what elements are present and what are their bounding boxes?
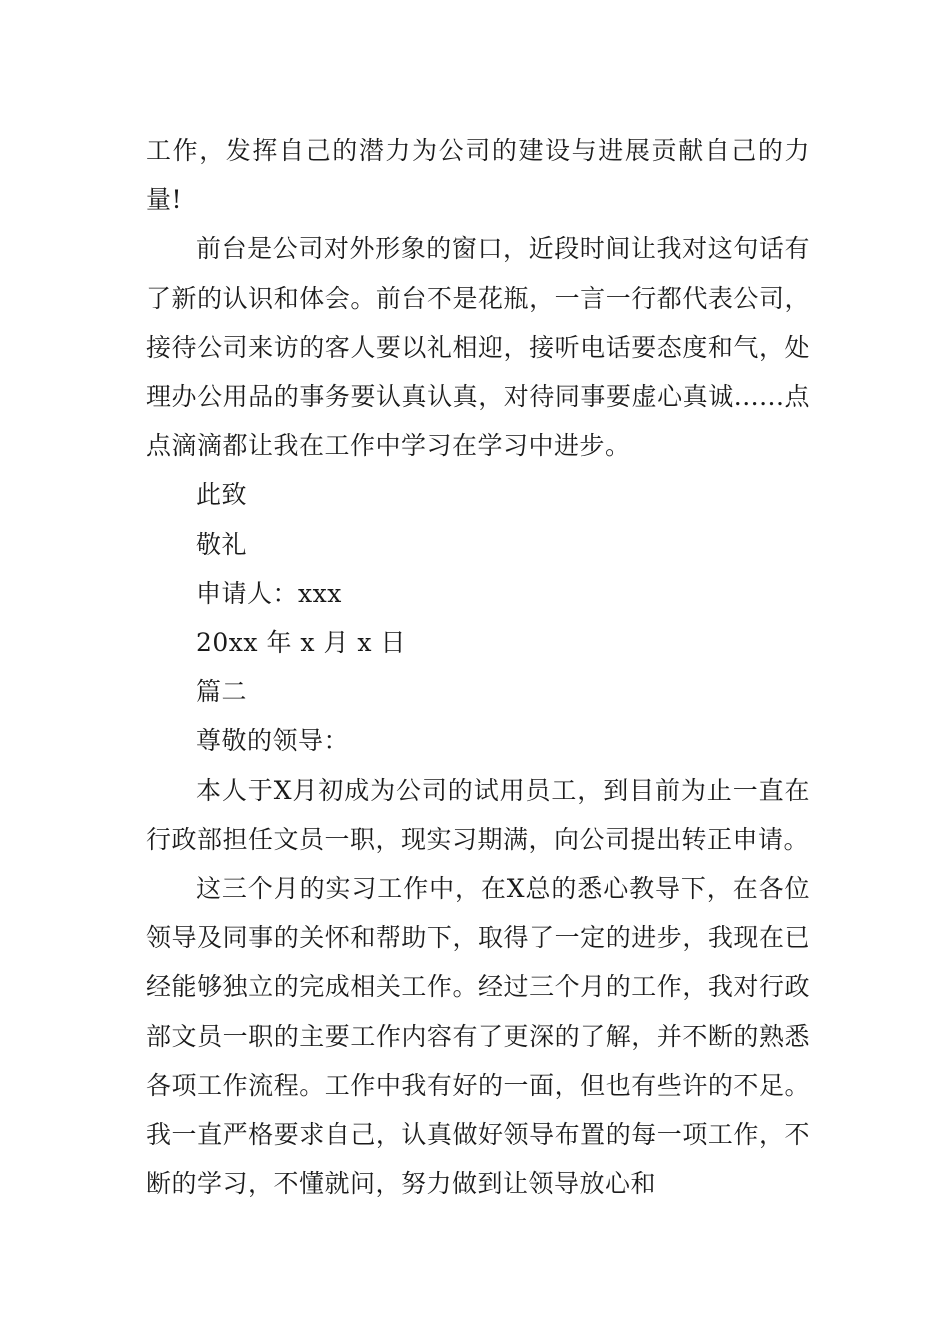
paragraph-continuation: 工作，发挥自己的潜力为公司的建设与进展贡献自己的力量! xyxy=(146,136,810,215)
document-body xyxy=(146,126,810,1208)
applicant-line: 申请人：xxx xyxy=(196,578,342,608)
section-title: 篇二 xyxy=(196,677,248,707)
closing-cizhi: 此致 xyxy=(196,480,248,510)
closing-jingli: 敬礼 xyxy=(196,529,248,559)
paragraph-reception: 前台是公司对外形象的窗口，近段时间让我对这句话有了新的认识和体会。前台不是花瓶，一言一行都代表公司，接待公司来访的客人要以礼相迎，接听电话要态度和气，处理办公用品的事务要认真认真，对待同事要虚心真诚......点点滴滴都让我在工作中学习在学习中进步。 xyxy=(146,234,810,461)
date-line: 20xx 年 x 月 x 日 xyxy=(196,628,406,658)
paragraph-internship: 这三个月的实习工作中，在X总的悉心教导下，在各位领导及同事的关怀和帮助下，取得了一定的进步，我现在已经能够独立的完成相关工作。经过三个月的工作，我对行政部文员一职的主要工作内容有了更深的了解，并不断的熟悉各项工作流程。工作中我有好的一面，但也有些许的不足。我一直严格要求自己，认真做好领导布置的每一项工作，不断的学习，不懂就问，努力做到让领导放心和 xyxy=(146,874,810,1199)
salutation: 尊敬的领导： xyxy=(196,726,350,756)
paragraph-application: 本人于X月初成为公司的试用员工，到目前为止一直在行政部担任文员一职，现实习期满，向公司提出转正申请。 xyxy=(146,775,810,854)
